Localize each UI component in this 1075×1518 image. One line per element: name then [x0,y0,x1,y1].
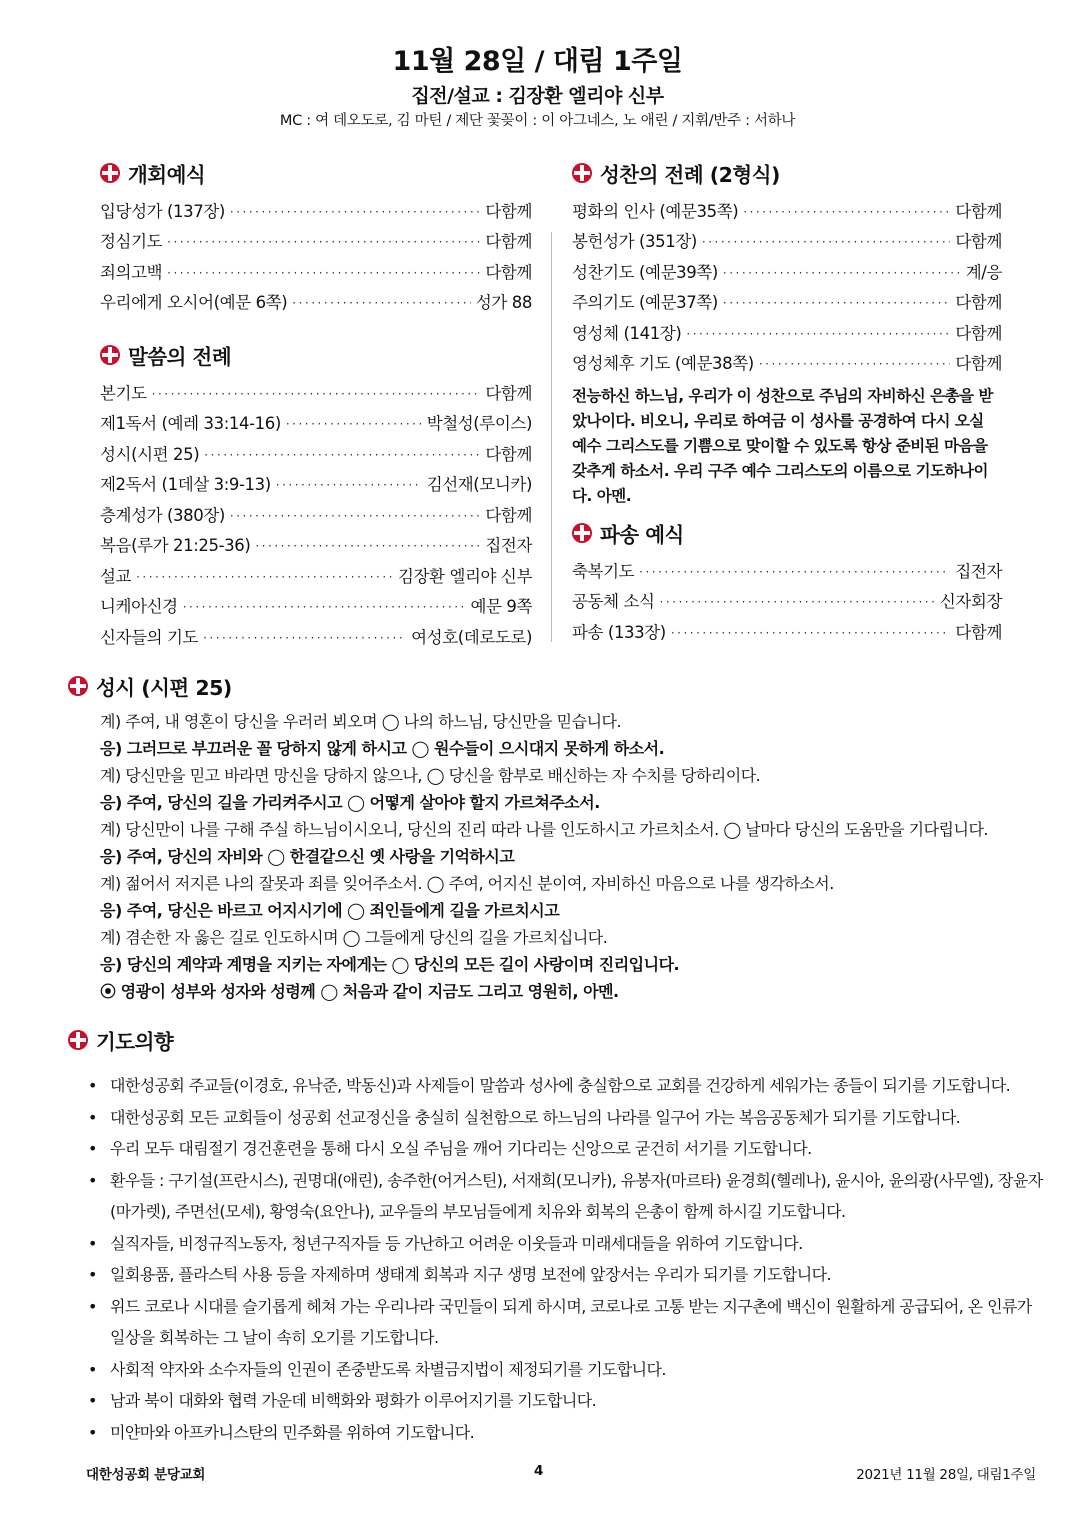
service-item [572,313,1002,344]
staff-line: MC : 여 데오도로, 김 마틴 / 제단 꽃꽂이 : 이 아그네스, 노 애린 / 지휘/반주 : 서하나 [279,113,796,129]
word-list [100,373,532,648]
psalm-line: 계) 당신만을 믿고 바라면 망신을 당하지 않으나, ◯ 당신을 함부로 배신하는 자 수치를 당하리이다. [100,766,761,785]
service-item [572,582,1002,613]
psalm-line: 계) 겸손한 자 옳은 길로 인도하시며 ◯ 그들에게 당신의 길을 가르치십니다. [100,928,608,947]
service-item-label: 제2독서 (1데살 3:9-13) [100,475,271,494]
service-item [572,191,1002,222]
service-item-label: 성찬기도 (예문39쪽) [572,262,718,282]
psalm-line: ⦿ 영광이 성부와 성자와 성령께 ◯ 처음과 같이 지금도 그리고 영원히, 아멘. [100,982,619,1001]
page-header [0,42,1075,132]
leader-dots [286,418,422,430]
intention-item: • 대한성공회 주교들(이경호, 유낙준, 박동신)과 사제들이 말씀과 성사에 충실함으로 교회를 건강하게 세워가는 종들이 되기를 기도합니다. [68,1070,1048,1102]
service-item [100,556,532,587]
psalm-line: 응) 주여, 당신의 길을 가리켜주시고 ◯ 어떻게 살아야 할지 가르쳐주소서. [100,793,600,812]
service-item-value: 다함께 [485,383,532,403]
cross-icon [100,345,120,365]
leader-dots [183,601,466,613]
leader-dots [204,449,480,461]
service-item-value: 다함께 [485,444,532,464]
service-item-value: 다함께 [955,232,1002,251]
psalm-line: 응) 주여, 당신은 바르고 어지시기에 ◯ 죄인들에게 길을 가르치시고 [100,901,560,920]
service-item [100,434,532,465]
leader-dots [255,540,480,552]
leader-dots [723,297,950,309]
section-heading: 기도의향 [96,1030,174,1054]
dismissal-list [572,551,1002,643]
service-item-value: 다함께 [485,201,532,221]
service-item-value: 다함께 [955,622,1002,642]
intention-item: • 환우들 : 구기설(프란시스), 권명대(애린), 송주한(어거스틴), 서재희(모니카), 유봉자(마르타) 윤경희(헬레나), 윤시아, 윤의광(사무엘), 장윤자(마가렛), 주면선(모세), 황영숙(요안나), 교우들의 부모님들에게 치유와 회복의 은총이 함께 하시길 기도합니다. [68,1165,1048,1228]
service-item [100,283,532,314]
service-item-label: 신자들의 기도 [100,627,199,647]
column-divider [551,232,552,642]
service-item-label: 봉헌성가 (351장) [572,232,697,251]
psalm-line: 계) 주여, 내 영혼이 당신을 우러러 뵈오며 ◯ 나의 하느님, 당신만을 믿습니다. [100,712,622,731]
leader-dots [660,596,935,608]
service-item-label: 주의기도 (예문37쪽) [572,293,718,312]
service-item-label: 복음(루가 21:25-36) [100,536,251,555]
intention-item: • 일회용품, 플라스틱 사용 등을 자제하며 생태계 회복과 지구 생명 보전에 앞장서는 우리가 되기를 기도합니다. [68,1259,1048,1291]
footer-church: 대한성공회 분당교회 [86,1467,206,1483]
section-heading: 성찬의 전례 (2형식) [600,163,780,187]
service-item [572,283,1002,314]
leader-dots [743,206,950,218]
psalm-line: 계) 젊어서 저지른 나의 잘못과 죄를 잊어주소서. ◯ 주여, 어지신 분이여, 자비하신 마음으로 나를 생각하소서. [100,874,834,893]
service-item-value: 예문 9쪽 [470,597,532,616]
service-item-label: 영성체후 기도 (예문38쪽) [572,354,754,373]
section-heading: 파송 예식 [600,523,684,547]
service-item-label: 평화의 인사 (예문35쪽) [572,201,739,221]
service-item-label: 제1독서 (예레 33:14-16) [100,414,281,433]
service-item [100,617,532,648]
service-item-value: 다함께 [955,293,1002,312]
section-heading: 말씀의 전례 [128,345,232,369]
leader-dots [203,632,406,644]
service-item-label: 입당성가 (137장) [100,201,225,221]
intentions-section [68,1022,1048,1448]
service-item-label: 설교 [100,566,132,586]
service-item [100,465,532,496]
service-item-value: 다함께 [485,232,532,251]
service-item-value: 계/응 [965,262,1002,282]
leader-dots [686,328,950,340]
service-item-value: 박철성(루이스) [426,414,532,433]
section-intentions [68,1022,1048,1058]
section-heading: 개회예식 [128,163,206,187]
cross-icon [100,163,120,183]
page-footer [86,1463,1036,1483]
service-item-value: 신자회장 [939,592,1002,611]
service-item [100,526,532,557]
leader-dots [167,267,480,279]
section-opening [100,155,532,191]
leader-dots [136,571,393,583]
service-item-label: 층계성가 (380장) [100,505,225,525]
service-item [100,222,532,253]
leader-dots [230,510,480,522]
cross-icon [68,1030,88,1050]
service-item-label: 성시(시편 25) [100,444,200,464]
service-item [100,191,532,222]
eucharist-list [572,191,1002,374]
leader-dots [152,388,481,400]
psalm-section [68,668,1048,1005]
intention-item: • 우리 모두 대림절기 경건훈련을 통해 다시 오실 주님을 깨어 기다리는 신앙으로 굳건히 서기를 기도합니다. [68,1133,1048,1165]
service-item-value: 다함께 [485,505,532,525]
service-item-value: 성가 88 [475,293,532,312]
service-item [572,551,1002,582]
service-item-label: 죄의고백 [100,262,163,282]
opening-list [100,191,532,313]
section-eucharist [572,155,1002,191]
service-item-value: 다함께 [955,354,1002,373]
service-item-value: 김장환 엘리야 신부 [397,566,532,586]
intention-item: • 사회적 약자와 소수자들의 인권이 존중받도록 차별금지법이 제정되기를 기도합니다. [68,1354,1048,1386]
intention-item: • 실직자들, 비정규직노동자, 청년구직자들 등 가난하고 어려운 이웃들과 미래세대들을 위하여 기도합니다. [68,1228,1048,1260]
section-dismissal [572,515,1002,551]
service-item-label: 정심기도 [100,232,163,251]
intention-item: • 미얀마와 아프카니스탄의 민주화를 위하여 기도합니다. [68,1417,1048,1449]
service-item [100,373,532,404]
leader-dots [230,206,480,218]
service-item [100,252,532,283]
footer-date: 2021년 11월 28일, 대림1주일 [856,1467,1036,1483]
section-word [100,337,532,373]
service-item-label: 파송 (133장) [572,622,666,642]
psalm-line: 응) 그러므로 부끄러운 꼴 당하지 않게 하시고 ◯ 원수들이 으시대지 못하게 하소서. [100,739,665,758]
psalm-lines [100,708,1048,1005]
intention-item: • 위드 코로나 시대를 슬기롭게 헤쳐 가는 우리나라 국민들이 되게 하시며, 코로나로 고통 받는 지구촌에 백신이 원활하게 공급되어, 온 인류가 일상을 회복하는 그 날이 속히 오기를 기도합니다. [68,1291,1048,1354]
leader-dots [639,566,950,578]
section-heading: 성시 (시편 25) [96,676,232,700]
footer-page-number: 4 [534,1463,544,1479]
left-column [100,155,532,648]
right-column [572,155,1002,643]
service-item-label: 영성체 (141장) [572,323,682,343]
intentions-list [68,1070,1048,1448]
service-item-value: 여성호(데로도로) [411,627,532,647]
service-item [572,344,1002,375]
intention-item: • 남과 북이 대화와 협력 가운데 비핵화와 평화가 이루어지기를 기도합니다. [68,1385,1048,1417]
service-item-label: 니케아신경 [100,597,178,616]
page-title: 11월 28일 / 대림 1주일 [392,46,683,77]
leader-dots [723,267,961,279]
psalm-line: 응) 주여, 당신의 자비와 ◯ 한결같으신 옛 사랑을 기억하시고 [100,847,515,866]
leader-dots [671,627,951,639]
section-psalm [68,668,1048,704]
leader-dots [292,297,471,309]
service-item-value: 김선재(모니카) [426,475,532,494]
service-item [100,404,532,435]
service-item-value: 집전자 [955,561,1002,581]
leader-dots [276,479,422,491]
service-item-value: 집전자 [485,536,532,555]
service-item-label: 본기도 [100,383,147,403]
psalm-line: 응) 당신의 계약과 계명을 지키는 자에게는 ◯ 당신의 모든 길이 사랑이며 진리입니다. [100,955,680,974]
leader-dots [167,236,480,248]
leader-dots [702,236,950,248]
service-item-label: 축복기도 [572,561,635,581]
psalm-line: 계) 당신만이 나를 구해 주실 하느님이시오니, 당신의 진리 따라 나를 인도하시고 가르치소서. ◯ 날마다 당신의 도움만을 기다립니다. [100,820,988,839]
intention-item: • 대한성공회 모든 교회들이 성공회 선교정신을 충실히 실천함으로 하느님의 나라를 일구어 가는 복음공동체가 되기를 기도합니다. [68,1102,1048,1134]
leader-dots [759,358,951,370]
service-item-label: 공동체 소식 [572,592,655,611]
service-item [100,495,532,526]
service-item [100,587,532,618]
page-subtitle: 집전/설교 : 김장환 엘리야 신부 [411,85,664,107]
service-item-label: 우리에게 오시어(예문 6쪽) [100,293,288,312]
service-item [572,252,1002,283]
service-item [572,612,1002,643]
service-item [572,222,1002,253]
cross-icon [572,163,592,183]
service-item-value: 다함께 [485,262,532,282]
cross-icon [572,523,592,543]
post-communion-prayer: 전능하신 하느님, 우리가 이 성찬으로 주님의 자비하신 은총을 받았나이다. 비오니, 우리로 하여금 이 성사를 공경하여 다시 오실 예수 그리스도를 기쁨으로 맞이할 수 있도록 항상 준비된 마음을 갖추게 하소서. 우리 구주 예수 그리스도의 이름으로 기도하나이다. 아멘. [572,387,993,505]
service-item-value: 다함께 [955,323,1002,343]
service-item-value: 다함께 [955,201,1002,221]
cross-icon [68,676,88,696]
